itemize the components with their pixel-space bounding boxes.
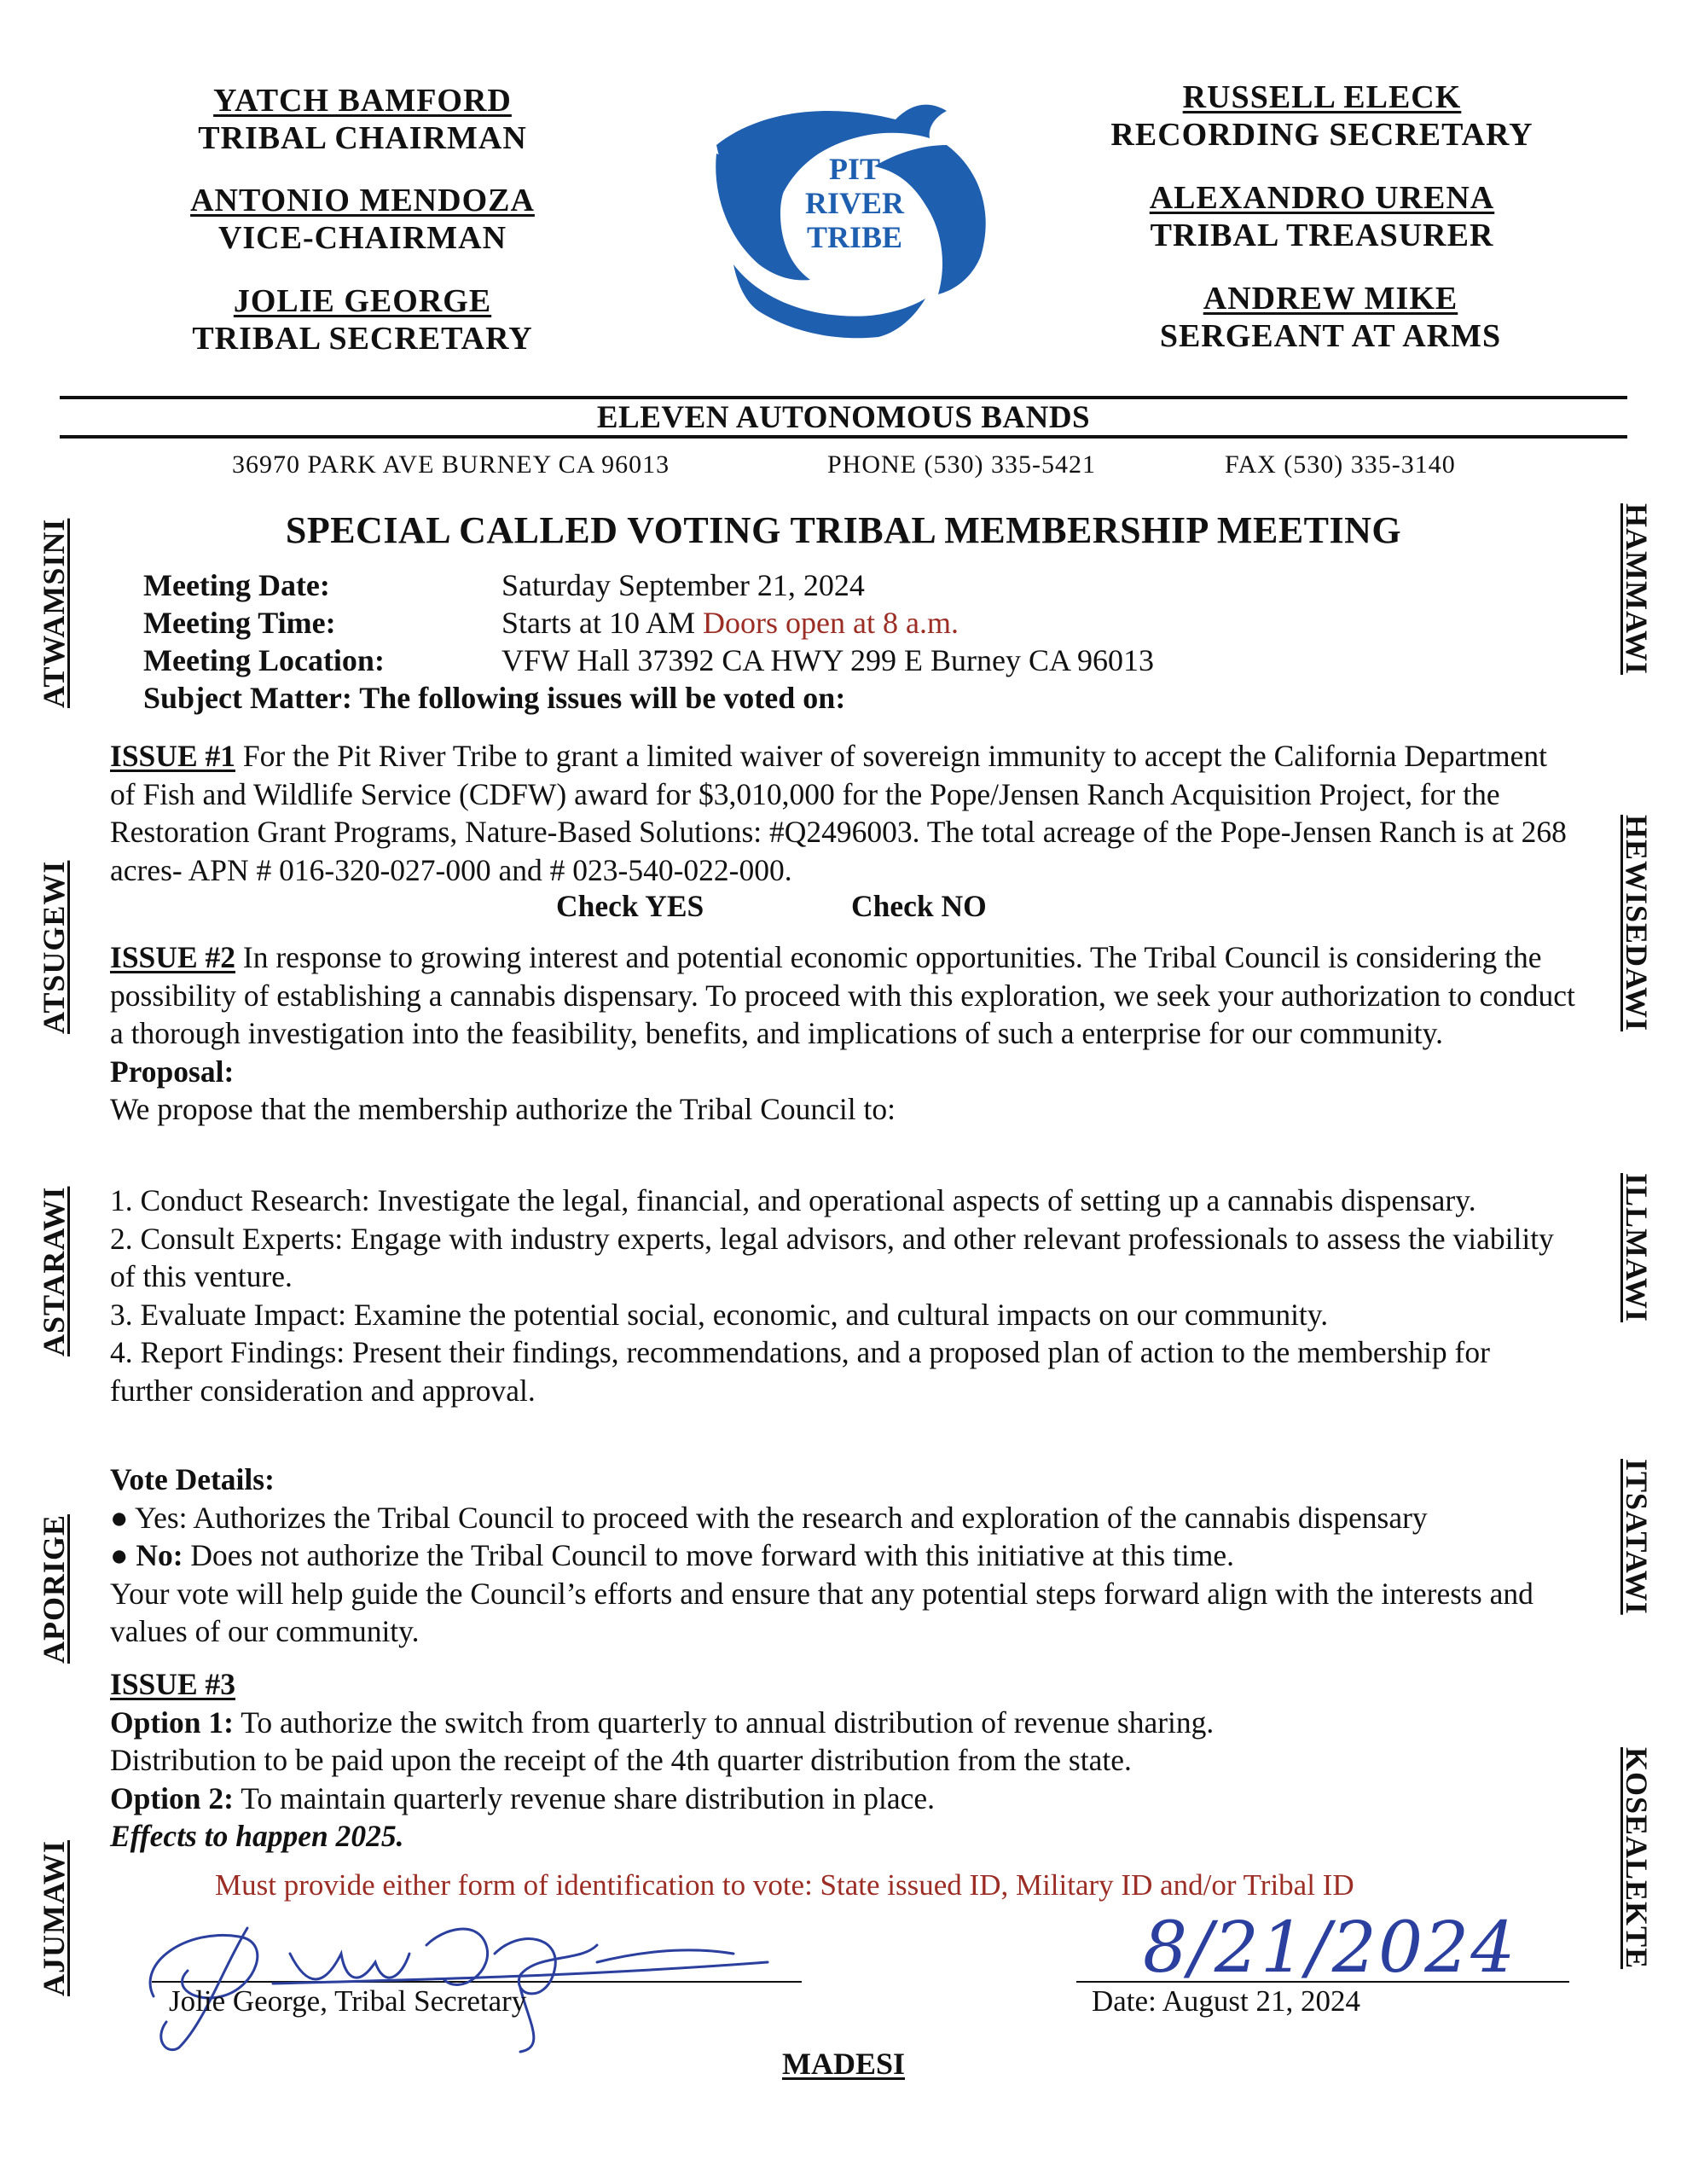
header-rule-bottom xyxy=(60,435,1627,439)
band-kosealekte: KOSEALEKTE xyxy=(1620,1747,1654,1970)
proposal-list xyxy=(110,1182,1577,1409)
officer-name: ALEXANDRO URENA xyxy=(1149,180,1495,216)
band-atsugewi: ATSUGEWI xyxy=(37,860,71,1034)
band-itsatawi: ITSATAWI xyxy=(1620,1459,1654,1615)
meeting-time-label: Meeting Time: xyxy=(143,606,336,640)
option-2-text: To maintain quarterly revenue share distribution in place. xyxy=(233,1780,935,1815)
logo-text-line1: PIT xyxy=(828,152,881,186)
officer-title: RECORDING SECRETARY xyxy=(1110,117,1533,153)
proposal-item: 3. Evaluate Impact: Examine the potential social, economic, and cultural impacts on our community. xyxy=(110,1297,1329,1332)
officer-title: SERGEANT AT ARMS xyxy=(1159,318,1502,354)
officer-title: TRIBAL SECRETARY xyxy=(192,321,533,357)
effects-note: Effects to happen 2025. xyxy=(110,1819,404,1853)
option-1-text: To authorize the switch from quarterly to annual distribution of revenue sharing. xyxy=(233,1705,1215,1740)
vote-no xyxy=(110,1536,1577,1575)
doors-open-note: Doors open at 8 a.m. xyxy=(703,606,959,640)
fax: FAX (530) 335-3140 xyxy=(1225,450,1456,479)
band-atwamsini: ATWAMSINI xyxy=(37,518,71,708)
option-1-continuation: Distribution to be paid upon the receipt of the 4th quarter distribution from the state. xyxy=(110,1743,1132,1777)
officer-name: YATCH BAMFORD xyxy=(213,83,512,119)
band-madesi: MADESI xyxy=(781,2047,906,2081)
proposal-item: 4. Report Findings: Present their findings, recommendations, and a proposed plan of action to the membership for further consideration and approval. xyxy=(110,1335,1490,1408)
officer-title: VICE-CHAIRMAN xyxy=(217,220,507,256)
proposal-item: 2. Consult Experts: Engage with industry experts, legal advisors, and other relevant professionals to assess the viability of this venture. xyxy=(110,1221,1554,1293)
band-astarawi: ASTARAWI xyxy=(37,1186,71,1356)
option-2-label: Option 2: xyxy=(110,1780,234,1815)
signature-graphic xyxy=(119,1894,802,2056)
logo-text-line2: RIVER xyxy=(804,186,905,220)
issue-1 xyxy=(110,737,1577,889)
meeting-time-row xyxy=(143,605,959,641)
officer-tribal-treasurer xyxy=(1100,179,1544,254)
officer-name: ANDREW MIKE xyxy=(1203,281,1458,317)
vote-no-text: Does not authorize the Tribal Council to move forward with this initiative at this time. xyxy=(183,1538,1234,1572)
handwritten-date: 8/21/2024 xyxy=(1143,1908,1517,1989)
bands-heading: ELEVEN AUTONOMOUS BANDS xyxy=(596,400,1091,435)
signer-name: Jolie George, Tribal Secretary xyxy=(169,1984,527,2018)
issue-2-text: In response to growing interest and potential economic opportunities. The Tribal Council is considering the possibility of establishing a cannabis dispensary. To proceed with this exploration, we seek your authorization to conduct a thorough investigation into the feasibility, benefits, and implications of such a enterprise for our community. xyxy=(110,940,1575,1050)
band-aporige: APORIGE xyxy=(37,1513,71,1664)
meeting-date-value: Saturday September 21, 2024 xyxy=(501,568,865,602)
vote-details xyxy=(110,1461,1577,1651)
officer-name: ANTONIO MENDOZA xyxy=(190,183,535,218)
check-no: Check NO xyxy=(851,889,987,923)
vote-details-heading: Vote Details: xyxy=(110,1462,275,1496)
id-notice: Must provide either form of identification to vote: State issued ID, Military ID and/or Tribal ID xyxy=(215,1868,1354,1902)
meeting-location-label: Meeting Location: xyxy=(143,643,385,677)
logo-text-line3: TRIBE xyxy=(806,220,903,254)
issue-1-text: For the Pit River Tribe to grant a limited waiver of sovereign immunity to accept the California Department of Fish and Wildlife Service (CDFW) award for $3,010,000 for the Pope/Jensen Ranch Acquisition Project, for the Restoration Grant Programs, Nature-Based Solutions: #Q2496003. The total acreage of the Pope-Jensen Ranch is at 268 acres- APN # 016-320-027-000 and # 023-540-022-000. xyxy=(110,739,1567,887)
meeting-time-value: Starts at 10 AM xyxy=(501,606,696,640)
officer-tribal-secretary xyxy=(171,282,554,357)
officer-name: JOLIE GEORGE xyxy=(233,283,492,319)
vote-yes: ● Yes: Authorizes the Tribal Council to proceed with the research and exploration of the cannabis dispensary xyxy=(110,1500,1428,1535)
meeting-location-value: VFW Hall 37392 CA HWY 299 E Burney CA 96013 xyxy=(501,643,1154,677)
officer-chairman xyxy=(179,82,546,157)
tribe-logo xyxy=(699,94,1006,341)
band-hammawi: HAMMAWI xyxy=(1620,503,1654,675)
phone: PHONE (530) 335-5421 xyxy=(827,450,1096,479)
meeting-date-row xyxy=(143,567,865,603)
meeting-title: SPECIAL CALLED VOTING TRIBAL MEMBERSHIP MEETING xyxy=(285,509,1402,551)
band-ajumawi: AJUMAWI xyxy=(37,1840,71,1996)
issue-3 xyxy=(110,1665,1577,1856)
issue-2 xyxy=(110,938,1577,1129)
issue-3-label: ISSUE #3 xyxy=(110,1667,235,1701)
officer-name: RUSSELL ELECK xyxy=(1182,79,1462,115)
proposal-item: 1. Conduct Research: Investigate the legal, financial, and operational aspects of setting up a cannabis dispensary. xyxy=(110,1183,1476,1217)
address: 36970 PARK AVE BURNEY CA 96013 xyxy=(232,450,670,479)
band-hewisedawi: HEWISEDAWI xyxy=(1620,815,1654,1032)
check-yes: Check YES xyxy=(556,889,704,923)
vote-no-label: ● No: xyxy=(110,1538,183,1572)
officer-title: TRIBAL CHAIRMAN xyxy=(198,120,527,156)
proposal-heading: Proposal: xyxy=(110,1054,235,1089)
issue-1-label: ISSUE #1 xyxy=(110,739,235,773)
meeting-date-label: Meeting Date: xyxy=(143,568,330,602)
officer-title: TRIBAL TREASURER xyxy=(1150,218,1494,253)
officer-vice-chairman xyxy=(171,182,554,257)
subject-matter: Subject Matter: The following issues will be voted on: xyxy=(143,681,846,715)
officer-recording-secretary xyxy=(1083,78,1561,154)
meeting-location-row xyxy=(143,642,1154,678)
band-illmawi: ILLMAWI xyxy=(1620,1173,1654,1323)
officer-sergeant-at-arms xyxy=(1100,280,1561,355)
issue-2-label: ISSUE #2 xyxy=(110,940,235,974)
vote-closing: Your vote will help guide the Council’s efforts and ensure that any potential steps forward align with the interests and values of our community. xyxy=(110,1576,1533,1648)
option-1-label: Option 1: xyxy=(110,1705,234,1740)
date-text: Date: August 21, 2024 xyxy=(1092,1984,1360,2018)
proposal-intro: We propose that the membership authorize the Tribal Council to: xyxy=(110,1092,896,1126)
